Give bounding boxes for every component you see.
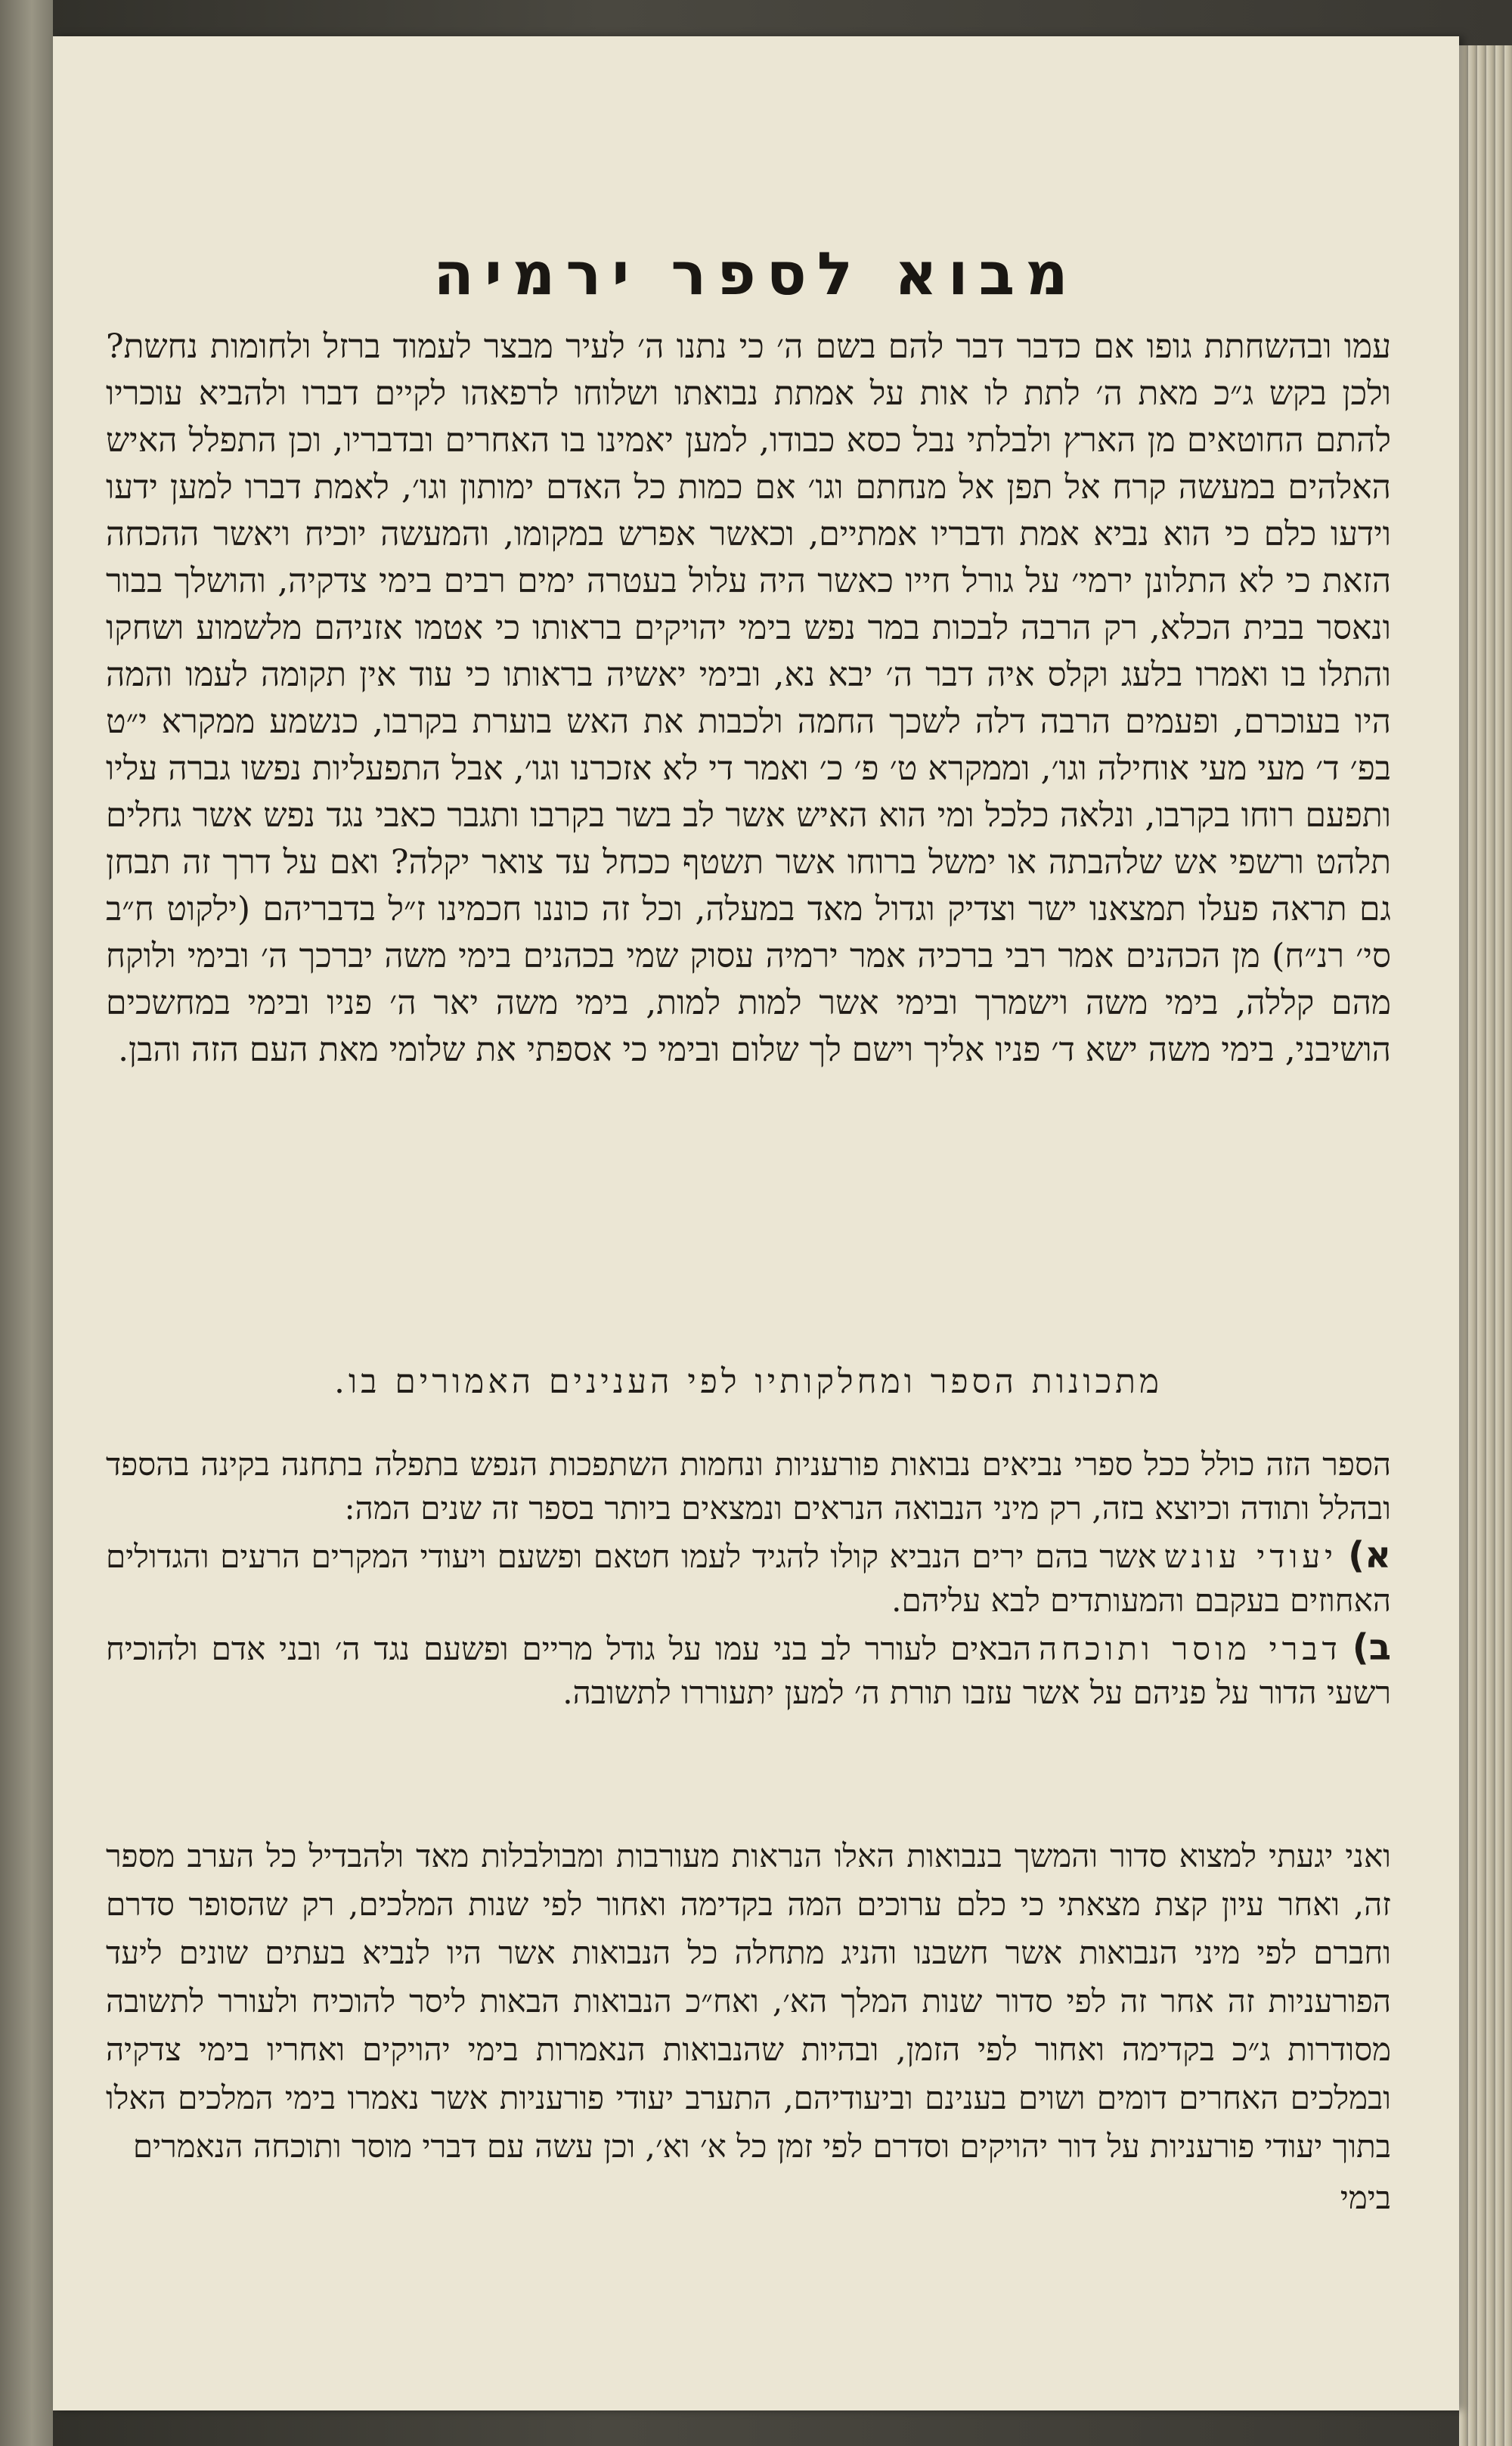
item-text: אשר בהם ירים הנביא קולו להגיד לעמו חטאם ופשעם ויעודי המקרים הרעים והגדולים האחוזים בעקבם והמעותדים לבא עליהם. xyxy=(106,1538,1391,1619)
overview-paragraph: הספר הזה כולל ככל ספרי נביאים נבואות פורעניות ונחמות השתפכות הנפש בתפלה בתחנה בקינה בהספד ובהלל ותודה וכיוצא בזה, רק מיני הנבואה הנראים ונמצאים ביותר בספר זה שנים המה: xyxy=(106,1446,1391,1527)
intro-paragraph: עמו ובהשחתת גופו אם כדבר דבר להם בשם ה׳ כי נתנו ה׳ לעיר מבצר לעמוד ברזל ולחומות נחשת? ולכן בקש ג״כ מאת ה׳ לתת לו אות על אמתת נבואתו ושלוחו לרפאהו לקיים דברו ולהביא עוכריו להתם החוטאים מן הארץ ולבלתי נבל כסא כבודו, למען יאמינו בו האחרים ובדבריו, וכן התפלל האיש האלהים במעשה קרח אל תפן אל מנחתם וגו׳ אם כמות כל האדם ימותון וגו׳, לאמת דברו למען ידעו וידעו כלם כי הוא נביא אמת ודבריו אמתיים, וכאשר אפרש במקומו, והמעשה יוכיח ויאשר ההכחה הזאת כי לא התלונן ירמי׳ על גורל חייו כאשר היה עלול בעטרה ימים רבים בימי צדקיה, והושלך בבור ונאסר בבית הכלא, רק הרבה לבכות במר נפש בימי יהויקים בראותו כי אטמו אזניהם מלשמוע ושחקו והתלו בו ואמרו בלעג וקלס איה דבר ה׳ יבא נא, ובימי יאשיה בראותו כי עוד אין תקומה לעמו והמה היו בעוכרם, ופעמים הרבה דלה לשכך החמה ולכבות את האש בוערת בקרבו, כנשמע ממקרא י״ט בפ׳ ד׳ מעי מעי אוחילה וגו׳, וממקרא ט׳ פ׳ כ׳ ואמר די לא אזכרנו וגו׳, אבל התפעליות נפשו גברה עליו ותפעם רוחו בקרבו, ונלאה כלכל ומי הוא האיש אשר לב בשר בקרבו ותגבר כאבי נגד נפש אשר גחלים תלהט ורשפי אש שלהבתה או ימשל ברוחו אשר תשטף ככחל עד צואר יקלה? ואם על דרך זה תבחן גם תראה פעלו תמצאנו ישר וצדיק וגדול מאד במעלה, וכל זה כוננו חכמינו ז״ל בדבריהם (ילקוט ח״ב סי׳ רנ״ח) מן הכהנים אמר רבי ברכיה אמר ירמיה עסוק שמי בכהנים בימי משה יברכך ה׳ ובימי ולוקח מהם קללה, בימי משה וישמרך ובימי אשר למות למות, בימי משה יאר ה׳ פניו ובימי במחשכים הושיבני, בימי משה ישא ד׳ פניו אליך וישם לך שלום ובימי כי אספתי את שלומי מאת העם הזה והבן. xyxy=(106,327,1392,1069)
book-spine-edge xyxy=(0,0,53,2446)
item-term: יעודי עונש xyxy=(1163,1538,1338,1575)
page-stack-edge xyxy=(1459,45,1512,2446)
list-item xyxy=(106,1626,1391,1715)
list-item xyxy=(106,1533,1391,1623)
item-marker: ב) xyxy=(1352,1626,1391,1669)
overview-block xyxy=(106,1443,1391,1715)
catchword: בימי xyxy=(1340,2179,1391,2216)
page-title: מבוא לספר ירמיה xyxy=(433,240,1079,308)
item-term: דברי מוסר ותוכחה xyxy=(1039,1630,1342,1667)
closing-block xyxy=(106,1832,1391,2222)
item-text: הבאים לעורר לב בני עמו על גודל מריים ופשעם נגד ה׳ ובני אדם ולהוכיח רשעי הדור על פניהם על אשר עזבו תורת ה׳ למען יתעוררו לתשובה. xyxy=(106,1630,1391,1711)
item-marker: א) xyxy=(1348,1534,1392,1576)
closing-paragraph: ואני יגעתי למצוא סדור והמשך בנבואות האלו הנראות מעורבות ומבולבלות מאד ולהבדיל כל הערב מספר זה, ואחר עיון קצת מצאתי כי כלם ערוכים המה בקדימה ואחור לפי שנות המלכים, רק שהסופר סדרם וחברם לפי מיני הנבואות אשר חשבנו והניג מתחלה כל הנבואות אשר היו לנביא בעתים שונים ליעד הפורעניות זה אחר זה לפי סדור שנות המלך הא׳, ואח״כ הנבואות הבאות ליסר להוכיח ולעורר לתשובה מסודרות ג״כ בקדימה ואחור לפי הזמן, ובהיות שהנבואות הנאמרות בימי יהויקים ואחריו בימי צדקיה ובמלכים האחרים דומים ושוים בענינם וביעודיהם, התערב יעודי פורעניות אשר נאמרו בימי המלכים האלו בתוך יעודי פורעניות על דור יהויקים וסדרם לפי זמן כל א׳ וא׳, וכן עשה עם דברי מוסר ותוכחה הנאמרים xyxy=(106,1837,1391,2165)
book-page xyxy=(53,36,1459,2410)
section-heading: מתכונות הספר ומחלקותיו לפי הענינים האמורים בו. xyxy=(333,1363,1163,1401)
